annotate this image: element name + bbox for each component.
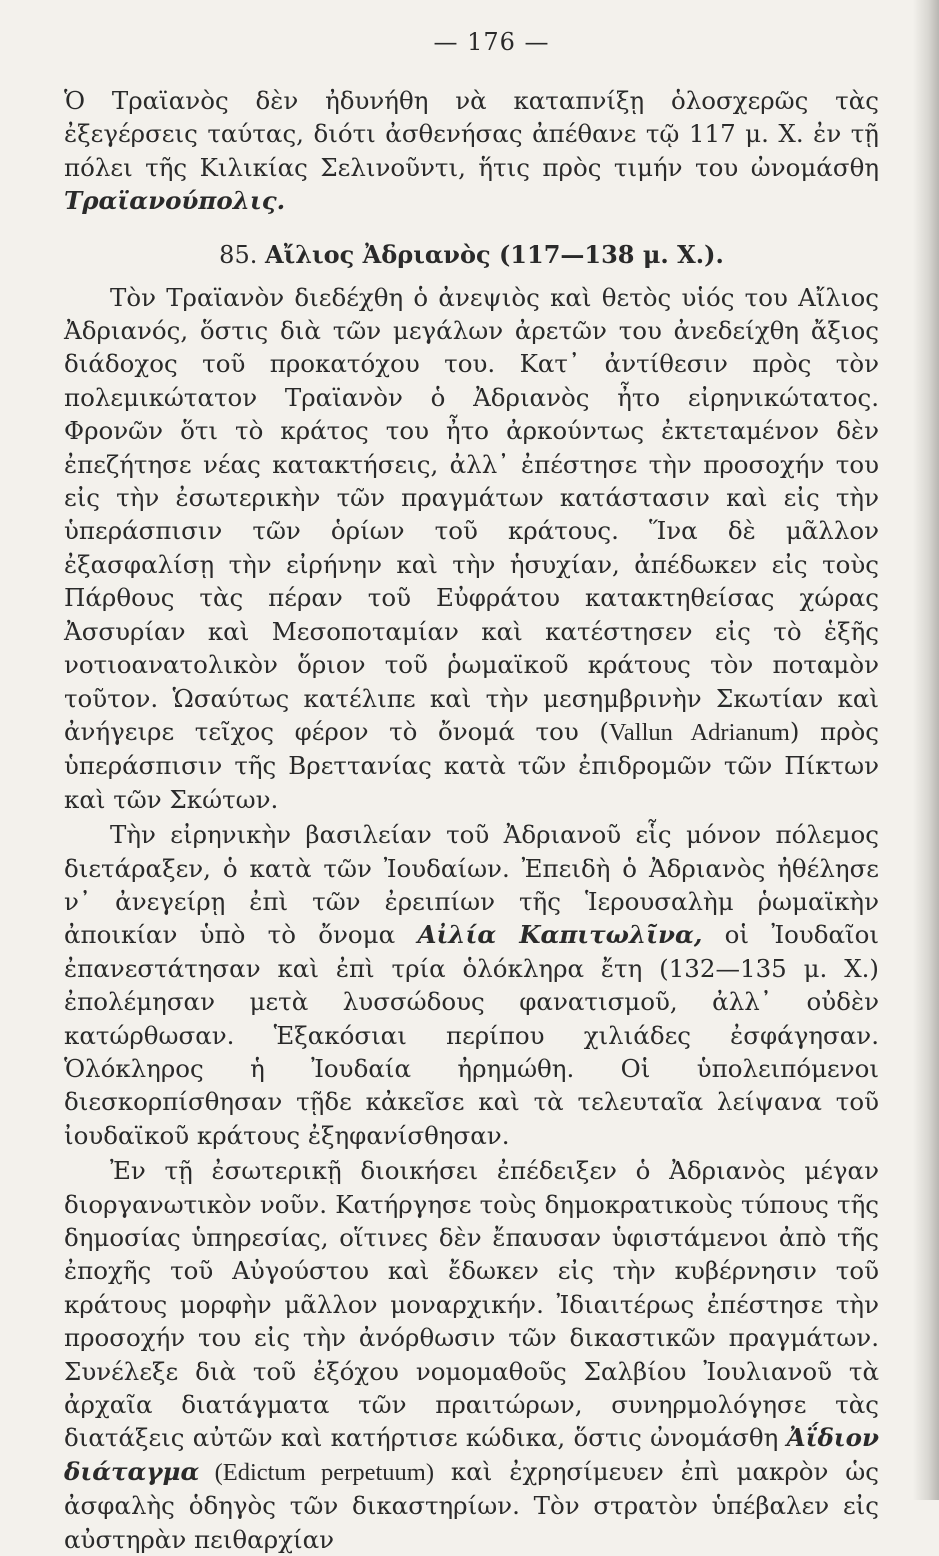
paragraph-1-latin: Vallun Adrianum	[608, 718, 790, 746]
intro-paragraph	[64, 84, 879, 218]
intro-emphasis: Τραϊανούπολις.	[64, 186, 286, 216]
page-number: — 176 —	[433, 28, 550, 56]
page-edge-shadow	[913, 0, 939, 1500]
section-title: Αἴλιος Ἀδριανὸς (117—138 μ. Χ.).	[264, 239, 724, 269]
paragraph-3-end: καὶ ἐχρησίμευεν ἐπὶ μακρὸν ὡς ἀσφαλὴς ὁδηγὸς τῶν δικαστηρίων. Τὸν στρατὸν ὑπέβαλεν εἰς αὐστηρὰν πειθαρχίαν	[64, 1456, 879, 1554]
paragraph-3-text: Ἐν τῇ ἐσωτερικῇ διοικήσει ἐπέδειξεν ὁ Ἀδριανὸς μέγαν διοργανωτικὸν νοῦν. Κατήργησε τοὺς δημοκρατικοὺς τύπους τῆς δημοσίας ὑπηρεσίας, οἵτινες δὲν ἔπαυσαν ὑφιστάμενοι ἀπὸ τῆς ἐποχῆς τοῦ Αὐγούστου καὶ ἔδωκεν εἰς τὴν κυβέρνησιν τοῦ κράτους μορφὴν μᾶλλον μοναρχικήν. Ἰδιαιτέρως ἐπέστησε τὴν προσοχήν του εἰς τὴν ἀνόρθωσιν τῶν δικαστικῶν πραγμάτων. Συνέλεξε διὰ τοῦ ἐξόχου νομομαθοῦς Σαλβίου Ἰουλιανοῦ τὰ ἀρχαῖα διατάγματα τῶν πραιτώρων, συνηρμολόγησε τὰς διατάξεις αὐτῶν καὶ κατήρτισε κώδικα, ὅστις ὠνομάσθη	[64, 1156, 879, 1453]
paragraph-3-emphasis: Ἀΐδιον διάταγμα	[64, 1423, 879, 1486]
paragraph-2-end: οἱ Ἰουδαῖοι ἐπανεστάτησαν καὶ ἐπὶ τρία ὁλόκληρα ἔτη (132—135 μ. Χ.) ἐπολέμησαν μετὰ λυσσώδους φανατισμοῦ, ἀλλ᾽ οὐδὲν κατώρθωσαν. Ἑξακόσιαι περίπου χιλιάδες ἐσφάγησαν. Ὁλόκληρος ἡ Ἰουδαία ἠρημώθη. Οἱ ὑπολειπόμενοι διεσκορπίσθησαν τῇδε κἀκεῖσε καὶ τὰ τελευταῖα λείψανα τοῦ ἰουδαϊκοῦ κράτους ἐξηφανίσθησαν.	[64, 920, 879, 1150]
section-heading	[64, 240, 879, 269]
paragraph-1	[64, 281, 879, 817]
paragraph-3	[64, 1154, 879, 1556]
paragraph-1-end: ) πρὸς ὑπεράσπισιν τῆς Βρεττανίας κατὰ τῶν ἐπιδρομῶν τῶν Πίκτων καὶ τῶν Σκώτων.	[64, 716, 879, 814]
paragraph-2-emphasis: Αἰλία Καπιτωλῖνα,	[417, 920, 703, 950]
intro-text: Ὁ Τραϊανὸς δὲν ἠδυνήθη νὰ καταπνίξῃ ὁλοσχερῶς τὰς ἐξεγέρσεις ταύτας, διότι ἀσθενήσας ἀπέθανε τῷ 117 μ. Χ. ἐν τῇ πόλει τῆς Κιλικίας Σελινοῦντι, ἥτις πρὸς τιμήν του ὠνομάσθη	[64, 86, 879, 182]
paragraph-2	[64, 818, 879, 1152]
section-number: 85.	[219, 240, 258, 269]
paragraph-1-text: Τὸν Τραϊανὸν διεδέχθη ὁ ἀνεψιὸς καὶ θετὸς υἱός του Αἴλιος Ἀδριανός, ὅστις διὰ τῶν μεγάλων ἀρετῶν του ἀνεδείχθη ἄξιος διάδοχος τοῦ προκατόχου του. Κατ᾽ ἀντίθεσιν πρὸς τὸν πολεμικώτατον Τραϊανὸν ὁ Ἀδριανὸς ἦτο εἰρηνικώτατος. Φρονῶν ὅτι τὸ κράτος του ἦτο ἀρκούντως ἐκτεταμένον δὲν ἐπεζήτησε νέας κατακτήσεις, ἀλλ᾽ ἐπέστησε τὴν προσοχήν του εἰς τὴν ἐσωτερικὴν τῶν πραγμάτων κατάστασιν καὶ εἰς τὴν ὑπεράσπισιν τῶν ὁρίων τοῦ κράτους. Ἵνα δὲ μᾶλλον ἐξασφαλίσῃ τὴν εἰρήνην καὶ τὴν ἡσυχίαν, ἀπέδωκεν εἰς τοὺς Πάρθους τὰς πέραν τοῦ Εὐφράτου κατακτηθείσας χώρας Ἀσσυρίαν καὶ Μεσοποταμίαν καὶ κατέστησεν εἰς τὸ ἑξῆς νοτιοανατολικὸν ὅριον τοῦ ῥωμαϊκοῦ κράτους τὸν ποταμὸν τοῦτον. Ὡσαύτως κατέλιπε καὶ τὴν μεσημβρινὴν Σκωτίαν καὶ ἀνήγειρε τεῖχος φέρον τὸ ὄνομά του (	[64, 282, 879, 746]
paragraph-2-text: Τὴν εἰρηνικὴν βασιλείαν τοῦ Ἀδριανοῦ εἷς μόνον πόλεμος διετάραξεν, ὁ κατὰ τῶν Ἰουδαίων. Ἐπειδὴ ὁ Ἀδριανὸς ἠθέλησε ν᾽ ἀνεγείρῃ ἐπὶ τῶν ἐρειπίων τῆς Ἱερουσαλὴμ ῥωμαϊκὴν ἀποικίαν ὑπὸ τὸ ὄνομα	[64, 820, 879, 950]
paragraph-3-latin: (Edictum perpetuum)	[199, 1458, 434, 1486]
